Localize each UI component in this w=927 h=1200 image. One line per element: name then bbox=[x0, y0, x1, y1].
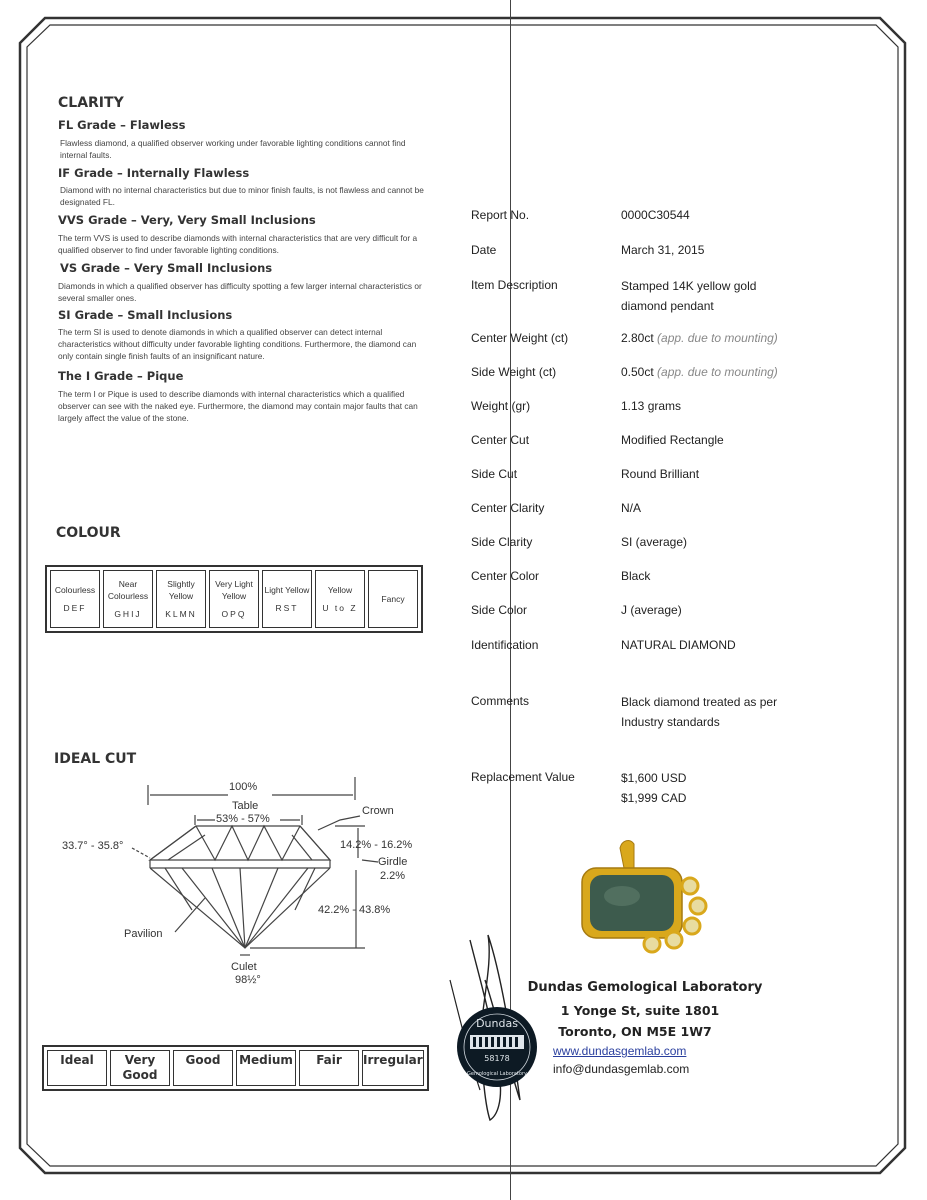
grade-vs-desc: Diamonds in which a qualified observer has difficulty spotting a few larger internal characteristics or several smaller ones. bbox=[58, 281, 422, 303]
colour-cell-slightly-yellow: Slightly Yellow KLMN bbox=[156, 570, 206, 628]
grade-vvs-desc: The term VVS is used to describe diamonds with internal characteristics that are very difficult for a qualified observer to find under favorable lighting conditions. bbox=[58, 233, 418, 255]
colour-cell-yellow: Yellow U to Z bbox=[315, 570, 365, 628]
value-date: March 31, 2015 bbox=[621, 243, 705, 257]
value-center-weight: 2.80ct (app. due to mounting) bbox=[621, 331, 778, 345]
diagram-culet-label: Culet bbox=[231, 961, 257, 973]
label-report-no: Report No. bbox=[471, 208, 530, 222]
diagram-pavilion-label: Pavilion bbox=[124, 928, 163, 940]
cut-grade-fair: Fair bbox=[299, 1050, 359, 1086]
value-center-color: Black bbox=[621, 569, 651, 583]
cut-grade-table bbox=[42, 1045, 429, 1091]
seal-title: Dundas bbox=[476, 1017, 518, 1030]
grade-if-desc: Diamond with no internal characteristics but due to minor finish faults, is not flawless and cannot be designated FL. bbox=[60, 185, 424, 207]
cut-grade-good: Good bbox=[173, 1050, 233, 1086]
grade-si-title: SI Grade – Small Inclusions bbox=[58, 308, 233, 322]
value-weight-gr: 1.13 grams bbox=[621, 399, 682, 413]
cut-grade-medium: Medium bbox=[236, 1050, 296, 1086]
lab-website-link[interactable]: www.dundasgemlab.com bbox=[553, 1044, 687, 1058]
label-comments: Comments bbox=[471, 694, 530, 708]
diagram-girdle-label: Girdle bbox=[378, 856, 408, 868]
lab-name: Dundas Gemological Laboratory bbox=[527, 980, 763, 995]
label-side-clarity: Side Clarity bbox=[471, 535, 533, 549]
diagram-crown-label: Crown bbox=[362, 805, 394, 817]
cut-grade-very-good: Very Good bbox=[110, 1050, 170, 1086]
label-center-cut: Center Cut bbox=[471, 433, 530, 447]
colour-cell-fancy: Fancy bbox=[368, 570, 418, 628]
colour-cell-near-colourless: Near Colourless GHIJ bbox=[103, 570, 153, 628]
value-side-cut: Round Brilliant bbox=[621, 467, 700, 481]
value-side-weight: 0.50ct (app. due to mounting) bbox=[621, 365, 778, 379]
diagram-width-pct: 100% bbox=[229, 781, 258, 793]
label-center-weight: Center Weight (ct) bbox=[471, 331, 569, 345]
grade-fl-title: FL Grade – Flawless bbox=[58, 118, 186, 132]
diagram-girdle-value: 2.2% bbox=[380, 870, 406, 882]
value-report-no: 0000C30544 bbox=[621, 208, 690, 222]
diagram-table-label: Table bbox=[232, 800, 259, 812]
value-center-clarity: N/A bbox=[621, 501, 642, 515]
label-item-description: Item Description bbox=[471, 278, 558, 292]
colour-heading: COLOUR bbox=[56, 525, 121, 541]
cut-grade-irregular: Irregular bbox=[362, 1050, 424, 1086]
grade-vvs-title: VVS Grade – Very, Very Small Inclusions bbox=[58, 213, 316, 227]
value-comments: Black diamond treated as per Industry standards bbox=[621, 695, 778, 729]
pendant-photo bbox=[570, 838, 730, 968]
value-identification: NATURAL DIAMOND bbox=[621, 638, 736, 652]
label-replacement-value: Replacement Value bbox=[471, 770, 575, 784]
label-center-color: Center Color bbox=[471, 569, 540, 583]
grade-si-desc: The term SI is used to denote diamonds in which a qualified observer can detect internal characteristics without difficulty under favorable lighting conditions. Furthermore, the diamond can only contain single finish faults of an insignificant nature. bbox=[58, 327, 417, 361]
seal-bottom-text: Gemological Laboratory bbox=[467, 1071, 527, 1077]
value-center-cut: Modified Rectangle bbox=[621, 433, 724, 447]
lab-email: info@dundasgemlab.com bbox=[553, 1062, 690, 1076]
value-side-clarity: SI (average) bbox=[621, 535, 688, 549]
grade-fl-desc: Flawless diamond, a qualified observer working under favorable lighting conditions cannot find internal faults. bbox=[60, 138, 406, 160]
seal-number: 58178 bbox=[484, 1054, 510, 1063]
cut-grade-ideal: Ideal bbox=[47, 1050, 107, 1086]
grade-if-title: IF Grade – Internally Flawless bbox=[58, 166, 250, 180]
diagram-culet-value: 98½° bbox=[235, 974, 261, 986]
label-side-weight: Side Weight (ct) bbox=[471, 365, 557, 379]
label-weight-gr: Weight (gr) bbox=[471, 399, 531, 413]
colour-cell-light-yellow: Light Yellow RST bbox=[262, 570, 312, 628]
diagram-table-range: 53% - 57% bbox=[216, 813, 270, 825]
grade-i-desc: The term I or Pique is used to describe diamonds with internal characteristics which a qualified observer can see with the naked eye. Furthermore, the diamond may contain major faults that can largely affect the value of the stone. bbox=[58, 389, 418, 423]
ideal-cut-heading: IDEAL CUT bbox=[54, 751, 137, 767]
label-center-clarity: Center Clarity bbox=[471, 501, 545, 515]
lab-address-1: 1 Yonge St, suite 1801 bbox=[560, 1003, 720, 1018]
label-identification: Identification bbox=[471, 638, 539, 652]
lab-address-2: Toronto, ON M5E 1W7 bbox=[558, 1024, 712, 1039]
diagram-crown-angle: 33.7° - 35.8° bbox=[62, 840, 124, 852]
grade-vs-title: VS Grade – Very Small Inclusions bbox=[60, 261, 273, 275]
label-date: Date bbox=[471, 243, 497, 257]
label-side-color: Side Color bbox=[471, 603, 528, 617]
diagram-pavilion-depth: 42.2% - 43.8% bbox=[318, 904, 391, 916]
colour-cell-very-light-yellow: Very Light Yellow OPQ bbox=[209, 570, 259, 628]
value-item-description: Stamped 14K yellow gold diamond pendant bbox=[621, 279, 757, 313]
diagram-crown-height: 14.2% - 16.2% bbox=[340, 839, 413, 851]
clarity-heading: CLARITY bbox=[58, 95, 124, 111]
colour-cell-colourless: Colourless DEF bbox=[50, 570, 100, 628]
value-side-color: J (average) bbox=[621, 603, 682, 617]
value-replacement-value: $1,600 USD $1,999 CAD bbox=[621, 771, 687, 805]
label-side-cut: Side Cut bbox=[471, 467, 518, 481]
grade-i-title: The I Grade – Pique bbox=[58, 369, 184, 383]
